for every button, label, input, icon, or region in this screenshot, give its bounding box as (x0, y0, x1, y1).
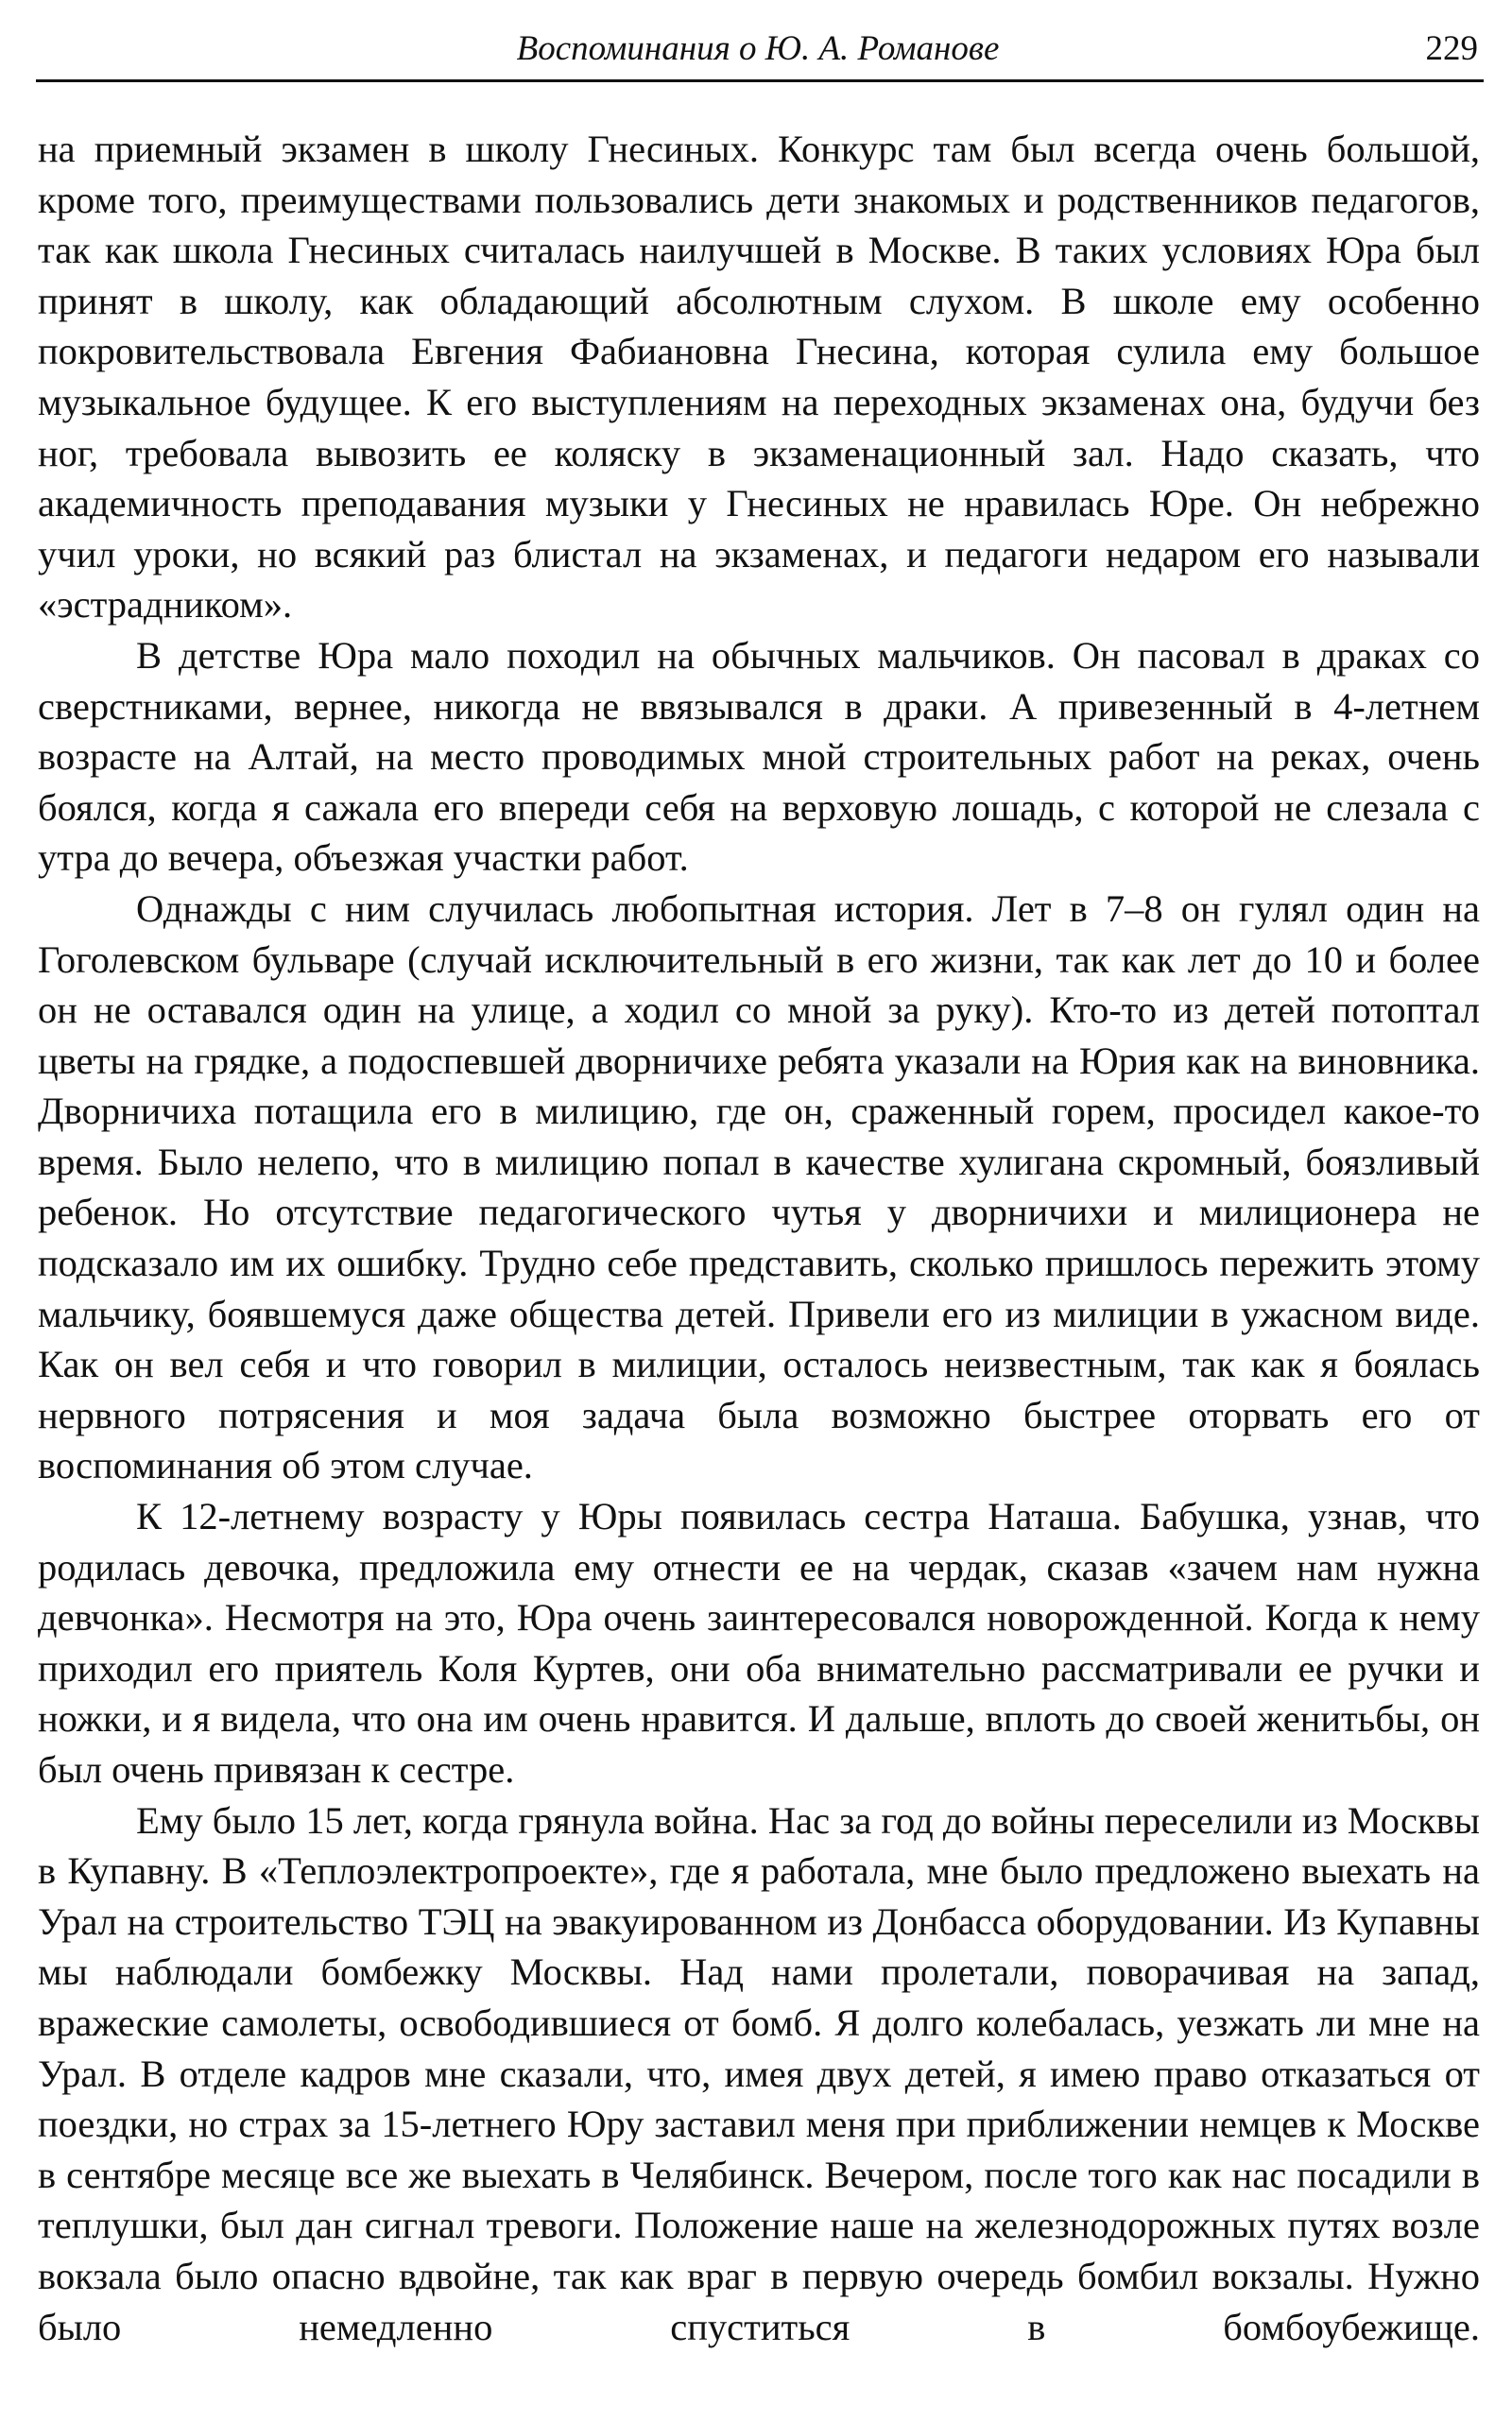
header-rule (36, 79, 1484, 82)
running-head (32, 25, 1484, 74)
page-number: 229 (1425, 29, 1478, 68)
running-title: Воспоминания о Ю. А. Романове (516, 29, 1000, 68)
paragraph-1: на приемный экзамен в школу Гнесиных. Конкурс там был всегда очень большой, кроме того, преимуществами пользовались дети знакомых и родственников педагогов, так как школа Гнесиных считалась наилучшей в Москве. В таких условиях Юра был принят в школу, как обладающий абсолютным слухом. В школе ему особенно покровительствовала Евгения Фабиановна Гнесина, которая сулила ему большое музыкальное будущее. К его выступлениям на переходных экзаменах она, будучи без ног, требовала вывозить ее коляску в экзаменационный зал. Надо сказать, что академичность преподавания музыки у Гнесиных не нравилась Юре. Он небрежно учил уроки, но всякий раз блистал на экзаменах, и педагоги недаром его называли «эстрадником». (38, 128, 1480, 627)
paragraph-4: К 12-летнему возрасту у Юры появилась сестра Наташа. Бабушка, узнав, что родилась девочка, предложила ему отнести ее на чердак, сказав «зачем нам нужна девчонка». Несмотря на это, Юра очень заинтересовался новорожденной. Когда к нему приходил его приятель Коля Куртев, они оба внимательно рассматривали ее ручки и ножки, и я видела, что она им очень нравится. И дальше, вплоть до своей женитьбы, он был очень привязан к сестре. (38, 1495, 1480, 1791)
paragraph-5: Ему было 15 лет, когда грянула война. Нас за год до войны переселили из Москвы в Купавну. В «Теплоэлектропроекте», где я работала, мне было предложено выехать на Урал на строительство ТЭЦ на эвакуированном из Донбасса оборудовании. Из Купавны мы наблюдали бомбежку Москвы. Над нами пролетали, поворачивая на запад, вражеские самолеты, освободившиеся от бомб. Я долго колебалась, уезжать ли мне на Урал. В отделе кадров мне сказали, что, имея двух детей, я имею право отказаться от поездки, но страх за 15-летнего Юру заставил меня при приближении немцев к Москве в сентябре месяце все же выехать в Челябинск. Вечером, после того как нас посадили в теплушки, был дан сигнал тревоги. Положение наше на железнодорожных путях возле вокзала было опасно вдвойне, так как враг в первую очередь бомбил вокзалы. Нужно было немедленно спуститься в бомбоубежище. (38, 1798, 1480, 2348)
paragraph-3: Однажды с ним случилась любопытная история. Лет в 7–8 он гулял один на Гоголевском бульваре (случай исключительный в его жизни, так как лет до 10 и более он не оставался один на улице, а ходил со мной за руку). Кто-то из детей потоптал цветы на грядке, а подоспевшей дворничихе ребята указали на Юрия как на виновника. Дворничиха потащила его в милицию, где он, сраженный горем, просидел какое-то время. Было нелепо, что в милицию попал в качестве хулигана скромный, боязливый ребенок. Но отсутствие педагогического чутья у дворничихи и милиционера не подсказало им их ошибку. Трудно себе представить, сколько пришлось пережить этому мальчику, боявшемуся даже общества детей. Привели его из милиции в ужасном виде. Как он вел себя и что говорил в милиции, осталось неизвестным, так как я боялась нервного потрясения и моя задача была возможно быстрее оторвать его от воспоминания об этом случае. (38, 886, 1480, 1487)
book-page (32, 25, 1484, 2352)
paragraph-2: В детстве Юра мало походил на обычных мальчиков. Он пасовал в драках со сверстниками, вернее, никогда не ввязывался в драки. А привезенный в 4-летнем возрасте на Алтай, на место проводимых мной строительных работ на реках, очень боялся, когда я сажала его впереди себя на верховую лошадь, с которой не слезала с утра до вечера, объезжая участки работ. (38, 633, 1480, 880)
body-text (32, 124, 1484, 2352)
